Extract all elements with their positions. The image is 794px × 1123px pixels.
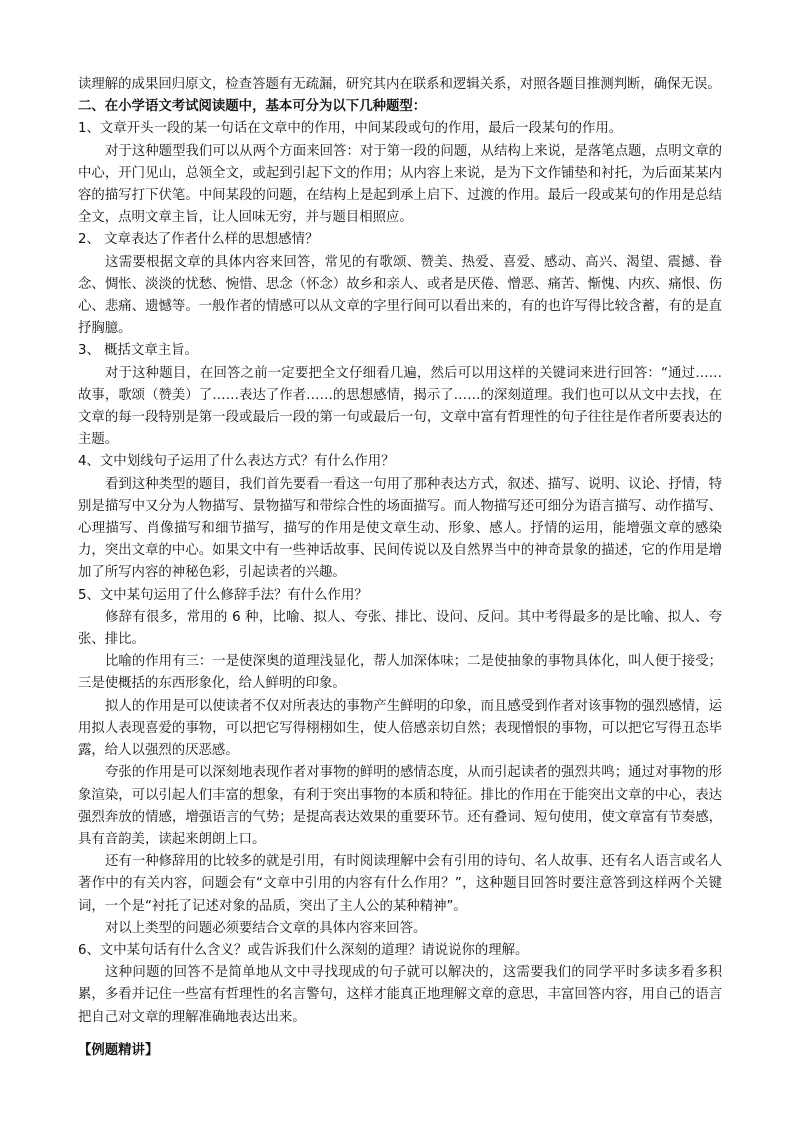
section-heading-question-types: 二、在小学语文考试阅读题中，基本可分为以下几种题型：: [78, 99, 427, 115]
question-type-5-title: 5、文中某句运用了什么修辞手法？有什么作用？: [78, 587, 368, 603]
question-type-3-body: 对于这种题目，在回答之前一定要把全文仔细看几遍，然后可以用这样的关键词来进行回答：“通过…… 故事，歌颂（赞美）了……表达了作者……的思想感情，揭示了……的深刻道理。我们也可以从文中去找，在文章的每一段特别是第一段或最后一段的第一句或最后一句，文章中富有哲理性的句子往往是作者所要表达的主题。: [78, 365, 722, 448]
document-page: [78, 74, 722, 1062]
question-type-4-body: 看到这种类型的题目，我们首先要看一看这一句用了那种表达方式，叙述、描写、说明、议论、抒情，特别是描写中又分为人物描写、景物描写和带综合性的场面描写。而人物描写还可细分为语言描写、动作描写、心理描写、肖像描写和细节描写，描写的作用是使文章生动、形象、感人。抒情的运用，能增强文章的感染力，突出文章的中心。如果文中有一些神话故事、民间传说以及自然界当中的神奇景象的描述，它的作用是增加了所写内容的神秘色彩，引起读者的兴趣。: [78, 476, 722, 581]
rhetoric-personification: 拟人的作用是可以使读者不仅对所表达的事物产生鲜明的印象，而且感受到作者对该事物的强烈感情，运用拟人表现喜爱的事物，可以把它写得栩栩如生，使人倍感亲切自然；表现憎恨的事物，可以把它写得丑态毕露，给人以强烈的厌恶感。: [78, 698, 722, 759]
question-type-2-body: 这需要根据文章的具体内容来回答，常见的有歌颂、赞美、热爱、喜爱、感动、高兴、渴望、震撼、眷念、惆怅、淡淡的忧愁、惋惜、思念（怀念）故乡和亲人、或者是厌倦、憎恶、痛苦、惭愧、内疚、痛恨、伤心、悲痛、遗憾等。一般作者的情感可以从文章的字里行间可以看出来的，有的也许写得比较含蓄，有的是直抒胸臆。: [78, 254, 722, 337]
question-type-2-title: 2、 文章表达了作者什么样的思想感情？: [78, 232, 319, 248]
rhetoric-hyperbole-parallelism: 夸张的作用是可以深刻地表现作者对事物的鲜明的感情态度，从而引起读者的强烈共鸣；通过对事物的形象渲染，可以引起人们丰富的想象，有利于突出事物的本质和特征。排比的作用在于能突出文章的中心，表达强烈奔放的情感，增强语言的气势；是提高表达效果的重要环节。还有叠词、短句使用，使文章富有节奏感，具有音韵美，读起来朗朗上口。: [78, 765, 722, 847]
question-type-1-body: 对于这种题型我们可以从两个方面来回答：对于第一段的问题，从结构上来说，是落笔点题，点明文章的中心，开门见山，总领全文，或起到引起下文的作用；从内容上来说，是为下文作铺垫和衬托，为后面某某内容的描写打下伏笔。中间某段的问题，在结构上是起到承上启下、过渡的作用。最后一段或某句的作用是总结全文，点明文章主旨，让人回味无穷，并与题目相照应。: [78, 143, 722, 226]
question-type-4-title: 4、文中划线句子运用了什么表达方式？有什么作用？: [78, 454, 395, 470]
question-type-6-body: 这种问题的回答不是简单地从文中寻找现成的句子就可以解决的，这需要我们的同学平时多读多看多积累，多看并记住一些富有哲理性的名言警句，这样才能真正地理解文章的意思，丰富回答内容，用自己的语言把自己对文章的理解准确地表达出来。: [78, 965, 722, 1025]
question-type-3-title: 3、 概括文章主旨。: [78, 343, 198, 359]
question-type-1-title: 1、文章开头一段的某一句话在文章中的作用，中间某段或句的作用，最后一段某句的作用。: [78, 121, 623, 137]
question-type-6-title: 6、文中某句话有什么含义？或告诉我们什么深刻的道理？请说说你的理解。: [78, 942, 529, 958]
rhetoric-metaphor: 比喻的作用有三：一是使深奥的道理浅显化，帮人加深体味；二是使抽象的事物具体化，叫人便于接受；三是使概括的东西形象化，给人鲜明的印象。: [78, 654, 722, 692]
rhetoric-quotation: 还有一种修辞用的比较多的就是引用，有时阅读理解中会有引用的诗句、名人故事、还有名人语言或名人著作中的有关内容，问题会有“文章中引用的内容有什么作用？”，这种题目回答时要注意答到这样两个关键词，一个是“衬托了记述对象的品质，突出了主人公的某种精神”。: [78, 854, 722, 914]
paragraph-intro-continuation: 读理解的成果回归原文，检查答题有无疏漏，研究其内在联系和逻辑关系，对照各题目推测判断，确保无误。: [78, 77, 721, 92]
rhetoric-summary: 对以上类型的问题必须要结合文章的具体内容来回答。: [105, 920, 427, 936]
rhetoric-overview: 修辞有很多，常用的 6 种，比喻、拟人、夸张、排比、设问、反问。其中考得最多的是比喻、拟人、夸张、排比。: [78, 609, 722, 648]
example-section-title: 【例题精讲】: [78, 1042, 159, 1058]
